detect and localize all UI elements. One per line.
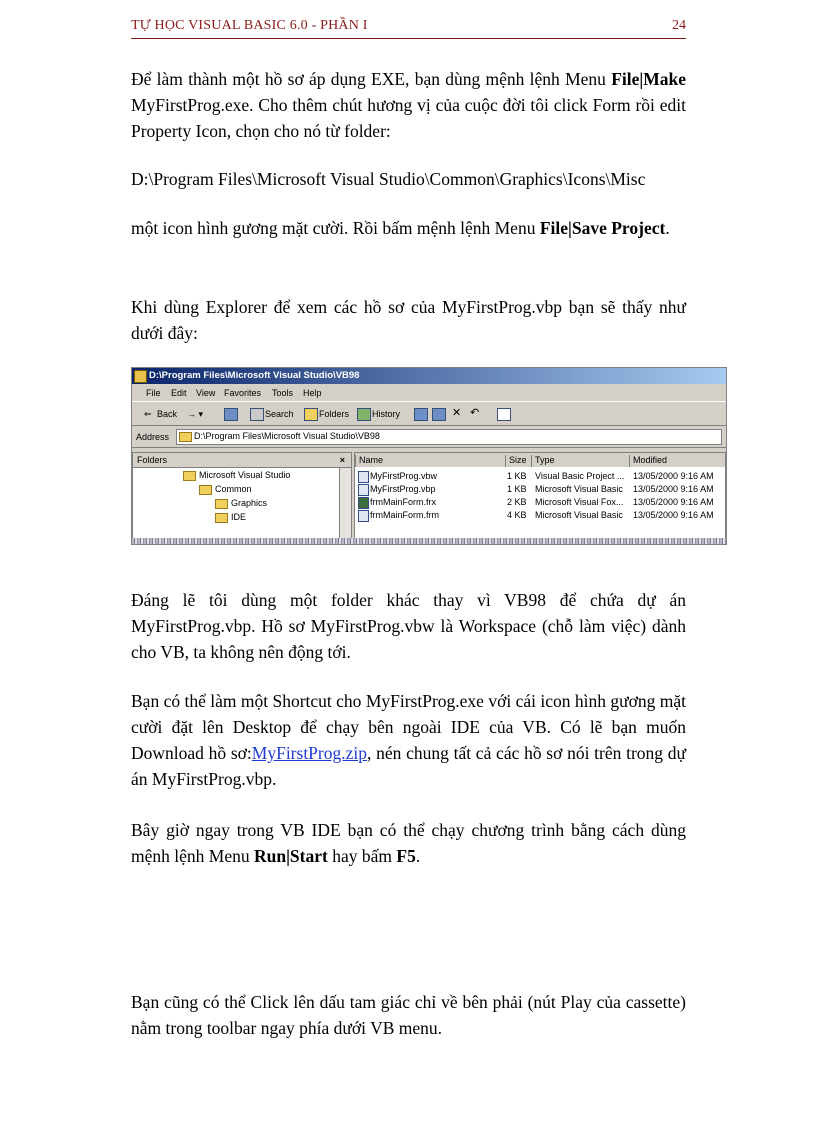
search-icon xyxy=(250,408,264,421)
file-name: MyFirstProg.vbp xyxy=(370,484,436,494)
paragraph-shortcut xyxy=(131,688,686,792)
file-icon xyxy=(358,510,369,522)
explorer-screenshot xyxy=(131,367,727,545)
folder-icon xyxy=(179,432,192,442)
menu-file[interactable]: File xyxy=(146,388,161,398)
move-to-icon[interactable] xyxy=(414,408,428,421)
file-row[interactable] xyxy=(355,470,725,483)
column-size[interactable]: Size xyxy=(505,455,527,467)
file-type: Microsoft Visual Fox... xyxy=(535,497,624,507)
tree-item-label: IDE xyxy=(231,512,247,522)
file-size: 1 KB xyxy=(507,484,527,494)
folders-pane xyxy=(132,452,352,544)
page-number: 24 xyxy=(672,18,686,33)
history-button[interactable]: History xyxy=(372,409,401,419)
file-type: Microsoft Visual Basic xyxy=(535,484,623,494)
folders-scrollbar[interactable] xyxy=(339,468,351,543)
menu-edit[interactable]: Edit xyxy=(171,388,187,398)
file-row[interactable] xyxy=(355,509,725,522)
explorer-menubar xyxy=(132,385,726,402)
file-modified: 13/05/2000 9:16 AM xyxy=(633,484,714,494)
p3-text-1: một icon hình gương mặt cười. Rồi bấm mệnh lệnh Menu xyxy=(131,218,540,238)
paragraph-explorer-intro: Khi dùng Explorer để xem các hồ sơ của MyFirstProg.vbp bạn sẽ thấy như dưới đây: xyxy=(131,297,686,343)
folders-icon xyxy=(304,408,318,421)
menu-favorites[interactable]: Favorites xyxy=(224,388,262,398)
p6-text-1: Bạn có thể làm một Shortcut cho MyFirstProg.exe với cái icon hình gương mặt cười đặt lên Desktop để chạy bên ngoài IDE của VB. Có lẽ bạn muốn Download hồ sơ: xyxy=(131,691,686,763)
file-name: frmMainForm.frx xyxy=(370,497,436,507)
up-folder-icon[interactable] xyxy=(224,408,238,421)
p3-menu-file-save: File|Save Project xyxy=(539,218,666,238)
file-icon xyxy=(358,471,369,483)
folders-pane-title: Folders xyxy=(137,455,168,465)
back-arrow-icon: ⇐ xyxy=(144,409,152,419)
file-modified: 13/05/2000 9:16 AM xyxy=(633,471,714,481)
p7-key-f5: F5 xyxy=(396,846,416,866)
copy-to-icon[interactable] xyxy=(432,408,446,421)
tree-item-label: Microsoft Visual Studio xyxy=(199,470,291,480)
explorer-titlebar xyxy=(132,368,726,384)
tree-item-common[interactable] xyxy=(199,484,252,495)
menu-view[interactable]: View xyxy=(196,388,216,398)
paragraph-make-exe xyxy=(131,66,686,144)
file-icon xyxy=(358,497,369,509)
tree-item-label: Common xyxy=(215,484,252,494)
file-type: Visual Basic Project ... xyxy=(535,471,625,481)
folder-icon xyxy=(215,513,228,523)
p1-text-2: MyFirstProg.exe. Cho thêm chút hương vị của cuộc đời tôi click Form rồi edit Property Icon, chọn cho nó từ folder: xyxy=(131,95,686,141)
file-list-header xyxy=(355,453,725,467)
p1-menu-file-make: File|Make xyxy=(611,69,686,89)
folder-tree xyxy=(133,468,339,543)
p7-text-3: . xyxy=(415,846,421,866)
folders-pane-header xyxy=(133,453,351,468)
p3-text-2: . xyxy=(665,218,670,238)
close-icon[interactable]: × xyxy=(339,455,345,465)
file-size: 1 KB xyxy=(507,471,527,481)
folders-button[interactable]: Folders xyxy=(319,409,350,419)
history-icon xyxy=(357,408,371,421)
p7-text-2: hay bấm xyxy=(327,846,397,866)
file-row[interactable] xyxy=(355,483,725,496)
views-icon[interactable] xyxy=(497,408,511,421)
file-name: frmMainForm.frm xyxy=(370,510,439,520)
p1-text-1: Để làm thành một hồ sơ áp dụng EXE, bạn dùng mệnh lệnh Menu xyxy=(131,69,612,89)
file-modified: 13/05/2000 9:16 AM xyxy=(633,497,714,507)
column-type[interactable]: Type xyxy=(531,455,555,467)
file-type: Microsoft Visual Basic xyxy=(535,510,623,520)
address-input[interactable] xyxy=(176,429,722,445)
file-row[interactable] xyxy=(355,496,725,509)
file-size: 4 KB xyxy=(507,510,527,520)
paragraph-icon-path: D:\Program Files\Microsoft Visual Studio\Common\Graphics\Icons\Misc xyxy=(131,169,646,189)
paragraph-folder-note: Đáng lẽ tôi dùng một folder khác thay vì VB98 để chứa dự án MyFirstProg.vbp. Hồ sơ MyFirstProg.vbw là Workspace (chỗ làm việc) dành cho VB, ta không nên động tới. xyxy=(131,590,686,662)
p6-text-2: , nén chung tất cả các hồ sơ nói trên trong dự án MyFirstProg.vbp. xyxy=(131,743,686,789)
paragraph-run xyxy=(131,817,686,869)
page-header xyxy=(131,16,686,39)
address-value: D:\Program Files\Microsoft Visual Studio\VB98 xyxy=(194,431,380,441)
file-list xyxy=(354,452,726,544)
explorer-window-title: D:\Program Files\Microsoft Visual Studio\VB98 xyxy=(149,370,360,381)
column-name[interactable]: Name xyxy=(355,455,383,467)
explorer-toolbar xyxy=(132,403,726,426)
tree-item-graphics[interactable] xyxy=(215,498,267,509)
paragraph-save-project xyxy=(131,215,686,241)
delete-icon[interactable]: ✕ xyxy=(452,407,462,419)
file-icon xyxy=(358,484,369,496)
folder-icon xyxy=(215,499,228,509)
undo-icon[interactable]: ↶ xyxy=(470,407,480,419)
back-button[interactable]: Back xyxy=(157,409,178,419)
download-link[interactable]: MyFirstProg.zip xyxy=(251,743,368,763)
menu-tools[interactable]: Tools xyxy=(272,388,294,398)
file-modified: 13/05/2000 9:16 AM xyxy=(633,510,714,520)
folder-icon xyxy=(134,370,147,383)
forward-arrow-icon[interactable]: → ▾ xyxy=(187,409,204,419)
search-button[interactable]: Search xyxy=(265,409,294,419)
header-title: TỰ HỌC VISUAL BASIC 6.0 - PHẦN I xyxy=(131,18,368,33)
address-label: Address xyxy=(136,432,170,442)
column-modified[interactable]: Modified xyxy=(629,455,667,467)
tree-item-microsoft-visual-studio[interactable] xyxy=(183,470,290,481)
file-name: MyFirstProg.vbw xyxy=(370,471,438,481)
p7-text-1: Bây giờ ngay trong VB IDE bạn có thể chạy chương trình bằng cách dùng mệnh lệnh Menu xyxy=(131,820,686,866)
address-bar xyxy=(132,427,726,448)
menu-help[interactable]: Help xyxy=(303,388,322,398)
folder-icon xyxy=(199,485,212,495)
paragraph-play-button: Bạn cũng có thể Click lên dấu tam giác chỉ về bên phải (nút Play của cassette) nằm trong toolbar ngay phía dưới VB menu. xyxy=(131,992,686,1038)
folder-icon xyxy=(183,471,196,481)
file-size: 2 KB xyxy=(507,497,527,507)
tree-item-ide[interactable] xyxy=(215,512,246,523)
tree-item-label: Graphics xyxy=(231,498,268,508)
scan-noise xyxy=(132,538,726,544)
p7-menu-run-start: Run|Start xyxy=(253,846,328,866)
